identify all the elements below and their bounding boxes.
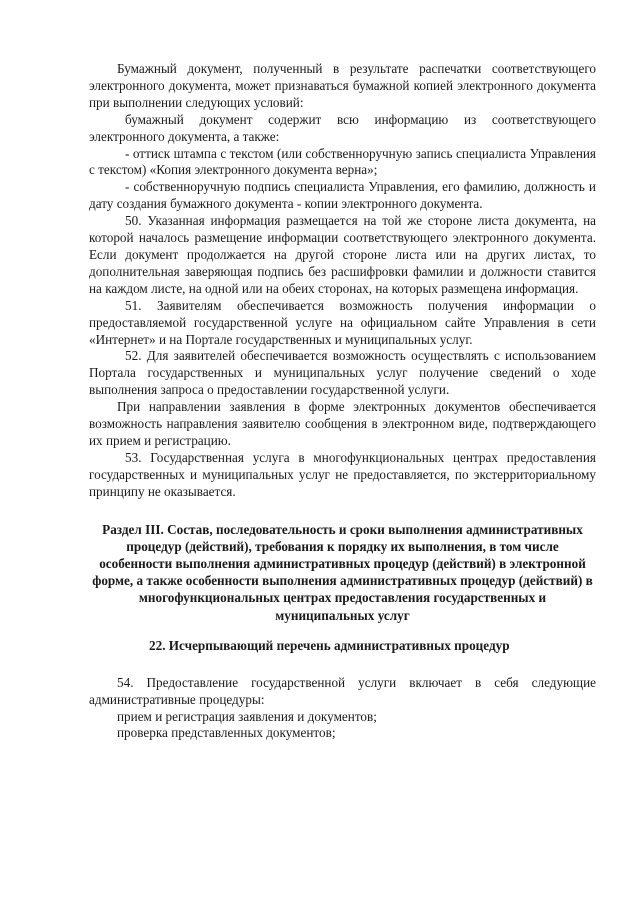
list-item: проверка представленных документов; [117, 725, 336, 741]
list-item: прием и регистрация заявления и документов; [117, 708, 377, 724]
sub-heading: 22. Исчерпывающий перечень административных процедур [149, 637, 510, 653]
document-page [89, 61, 596, 742]
paragraph-50: 50. Указанная информация размещается на той же стороне листа документа, на которой началось размещение информации соответствующего электронного документа. Если документ продолжается на другой стороне листа или на других листах, то дополнительная заверяющая подпись без расшифровки фамилии и должности ставится на каждом листе, на одной или на обеих сторонах, на которых размещена информация. [89, 213, 596, 296]
paragraph-52: 52. Для заявителей обеспечивается возможность осуществлять с использованием Портала государственных и муниципальных услуг получение сведений о ходе выполнения запроса о предоставлении государственной услуги. [89, 348, 596, 398]
paragraph-paper-copy-condition: бумажный документ содержит всю информацию из соответствующего электронного документа, а также: [89, 111, 596, 144]
paragraph-signature-condition: - собственноручную подпись специалиста Управления, его фамилию, должность и дату создания бумажного документа - копии электронного документа. [89, 179, 596, 212]
paragraph-54: 54. Предоставление государственной услуги включает в себя следующие административные процедуры: [89, 674, 596, 707]
paragraph-53: 53. Государственная услуга в многофункциональных центрах предоставления государственных и муниципальных услуг не предоставляется, по экстерриториальному принципу не оказывается. [89, 449, 596, 499]
paragraph-electronic-notice: При направлении заявления в форме электронных документов обеспечивается возможность направления заявителю сообщения в электронном виде, подтверждающего их прием и регистрацию. [89, 399, 596, 448]
section-heading: Раздел III. Состав, последовательность и сроки выполнения административных процедур (действий), требования к порядку их выполнения, в том числе особенности выполнения административных процедур (действий) в электронной форме, а также особенности выполнения административных процедур (действий) в многофункциональных центрах предоставления государственных и муниципальных услуг [92, 521, 593, 623]
paragraph-51: 51. Заявителям обеспечивается возможность получения информации о предоставляемой государственной услуге на официальном сайте Управления в сети «Интернет» и на Портале государственных и муниципальных услуг. [89, 297, 596, 347]
paragraph-paper-copy-intro: Бумажный документ, полученный в результате распечатки соответствующего электронного документа, может признаваться бумажной копией электронного документа при выполнении следующих условий: [89, 61, 596, 110]
paragraph-stamp-condition: - оттиск штампа с текстом (или собственноручную запись специалиста Управления с текстом) «Копия электронного документа верна»; [89, 145, 596, 178]
